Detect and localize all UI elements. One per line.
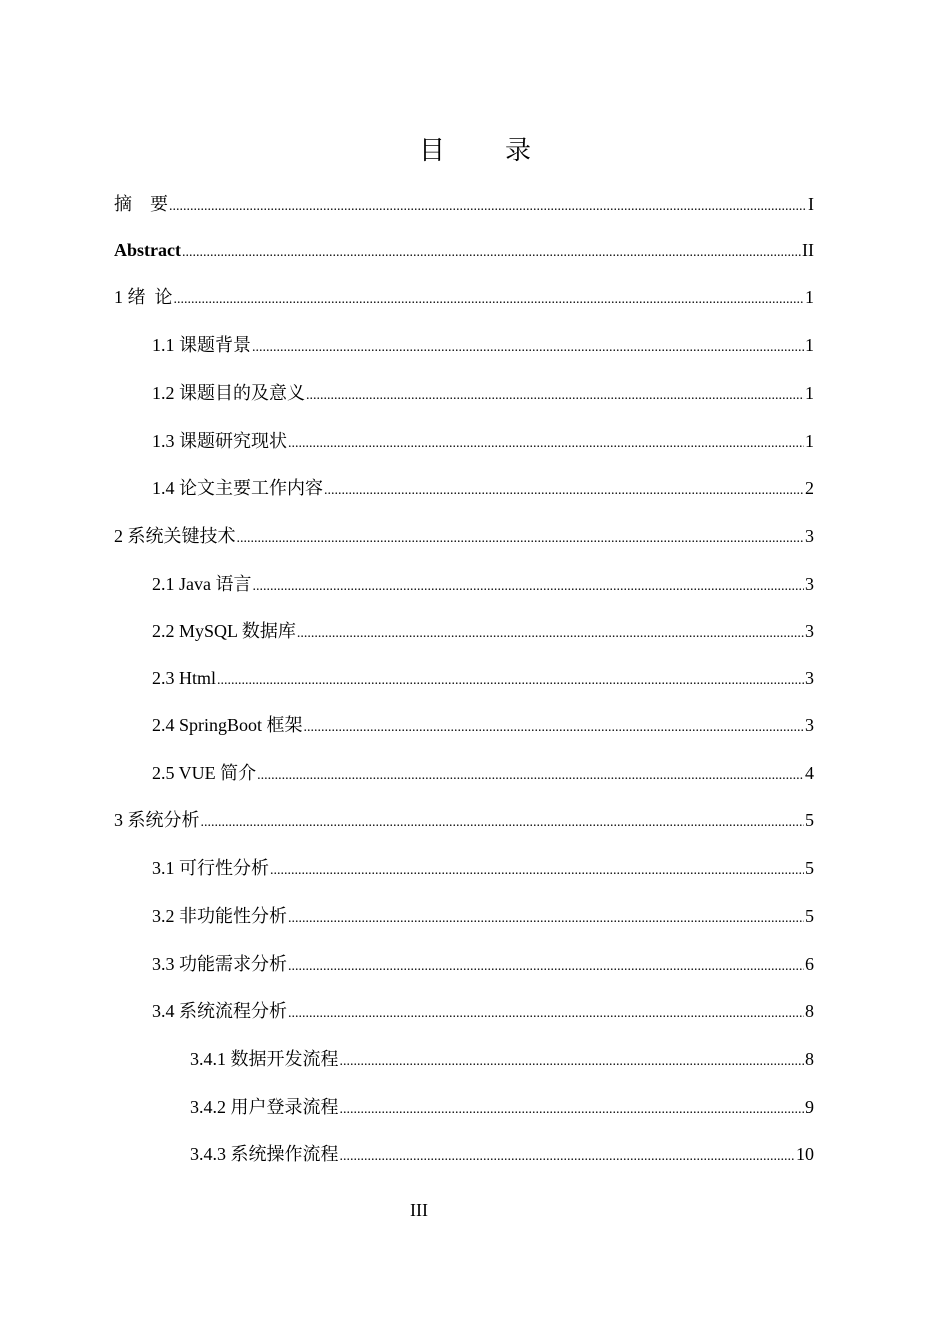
toc-entry-label: 3.4.1 数据开发流程 <box>190 1049 339 1069</box>
toc-entry-1-2[interactable] <box>152 381 814 405</box>
toc-entry-page: 8 <box>805 1049 814 1069</box>
toc-entry-label: 1.4 论文主要工作内容 <box>152 478 323 498</box>
toc-leader <box>340 1050 805 1074</box>
toc-entry-label: 2 系统关键技术 <box>114 526 236 546</box>
toc-entry-1-3[interactable] <box>152 429 814 453</box>
toc-entry-label: 3.4.2 用户登录流程 <box>190 1097 339 1117</box>
toc-leader <box>217 669 804 693</box>
toc-leader <box>252 336 804 360</box>
toc-entry-page: 4 <box>805 763 814 783</box>
toc-entry-1-4[interactable] <box>152 476 814 500</box>
toc-leader <box>340 1098 805 1122</box>
toc-entry-label: 1.3 课题研究现状 <box>152 431 287 451</box>
toc-entry-page: 3 <box>805 526 814 546</box>
toc-entry-page: 5 <box>805 858 814 878</box>
toc-leader <box>237 527 805 551</box>
toc-entry-page: 3 <box>805 574 814 594</box>
toc-entry-page: 6 <box>805 954 814 974</box>
toc-leader <box>257 764 804 788</box>
toc-entry-page: 1 <box>805 431 814 451</box>
toc-entry-2-2[interactable] <box>152 619 814 643</box>
toc-leader <box>174 288 805 312</box>
toc-entry-label: Abstract <box>114 240 181 260</box>
toc-entry-page: 3 <box>805 668 814 688</box>
toc-entry-3-4-3[interactable] <box>190 1142 814 1166</box>
toc-entry-page: 5 <box>805 906 814 926</box>
toc-leader <box>288 432 804 456</box>
toc-entry-3-4[interactable] <box>152 999 814 1023</box>
toc-leader <box>324 479 804 503</box>
toc-leader <box>169 195 807 219</box>
page-number: III <box>410 1200 428 1220</box>
toc-entry-label: 2.5 VUE 简介 <box>152 763 257 783</box>
toc-entry-abstract-en[interactable] <box>114 238 814 262</box>
toc-entry-2-4[interactable] <box>152 713 814 737</box>
toc-entry-label: 2.2 MySQL 数据库 <box>152 621 296 641</box>
toc-title <box>0 133 950 169</box>
toc-entry-page: 3 <box>805 715 814 735</box>
toc-entry-3-4-1[interactable] <box>190 1047 814 1071</box>
toc-entry-label: 3.3 功能需求分析 <box>152 954 287 974</box>
toc-entry-3-4-2[interactable] <box>190 1095 814 1119</box>
toc-entry-label: 3.4.3 系统操作流程 <box>190 1144 339 1164</box>
toc-entry-abstract-cn[interactable] <box>114 192 814 216</box>
toc-entry-label: 2.4 SpringBoot 框架 <box>152 715 303 735</box>
toc-entry-page: 1 <box>805 287 814 307</box>
toc-entry-page: I <box>808 194 814 214</box>
toc-entry-label: 3 系统分析 <box>114 810 200 830</box>
toc-entry-chapter-3[interactable] <box>114 808 814 832</box>
toc-entry-2-3[interactable] <box>152 666 814 690</box>
toc-entry-3-2[interactable] <box>152 904 814 928</box>
toc-entry-page: 8 <box>805 1001 814 1021</box>
toc-entry-page: 1 <box>805 335 814 355</box>
toc-entry-chapter-2[interactable] <box>114 524 814 548</box>
toc-leader <box>182 241 801 265</box>
toc-leader <box>340 1145 796 1169</box>
toc-entry-label: 3.2 非功能性分析 <box>152 906 287 926</box>
toc-entry-page: 1 <box>805 383 814 403</box>
toc-leader <box>270 859 804 883</box>
toc-entry-page: II <box>802 240 814 260</box>
toc-entry-3-1[interactable] <box>152 856 814 880</box>
toc-leader <box>201 811 805 835</box>
toc-leader <box>288 955 804 979</box>
toc-leader <box>297 622 804 646</box>
toc-title-char-1: 目 <box>418 136 445 165</box>
toc-entry-3-3[interactable] <box>152 952 814 976</box>
toc-entry-2-5[interactable] <box>152 761 814 785</box>
toc-entry-label: 2.1 Java 语言 <box>152 574 252 594</box>
toc-entry-page: 9 <box>805 1097 814 1117</box>
toc-entry-page: 5 <box>805 810 814 830</box>
toc-leader <box>304 716 804 740</box>
toc-entry-page: 3 <box>805 621 814 641</box>
toc-entry-label: 摘 要 <box>114 194 168 214</box>
toc-entry-1-1[interactable] <box>152 333 814 357</box>
toc-entry-page: 2 <box>805 478 814 498</box>
toc-title-char-2: 录 <box>505 136 532 165</box>
toc-leader <box>252 575 804 599</box>
toc-leader <box>306 384 804 408</box>
toc-entry-label: 3.4 系统流程分析 <box>152 1001 287 1021</box>
toc-entry-label: 1.2 课题目的及意义 <box>152 383 305 403</box>
toc-entry-chapter-1[interactable] <box>114 285 814 309</box>
toc-entry-label: 1.1 课题背景 <box>152 335 251 355</box>
toc-entry-label: 2.3 Html <box>152 668 217 688</box>
toc-entry-page: 10 <box>796 1144 814 1164</box>
toc-leader <box>288 1002 804 1026</box>
toc-entry-label: 3.1 可行性分析 <box>152 858 269 878</box>
toc-leader <box>288 907 804 931</box>
toc-entry-2-1[interactable] <box>152 572 814 596</box>
toc-entry-label: 1 绪 论 <box>114 287 173 307</box>
